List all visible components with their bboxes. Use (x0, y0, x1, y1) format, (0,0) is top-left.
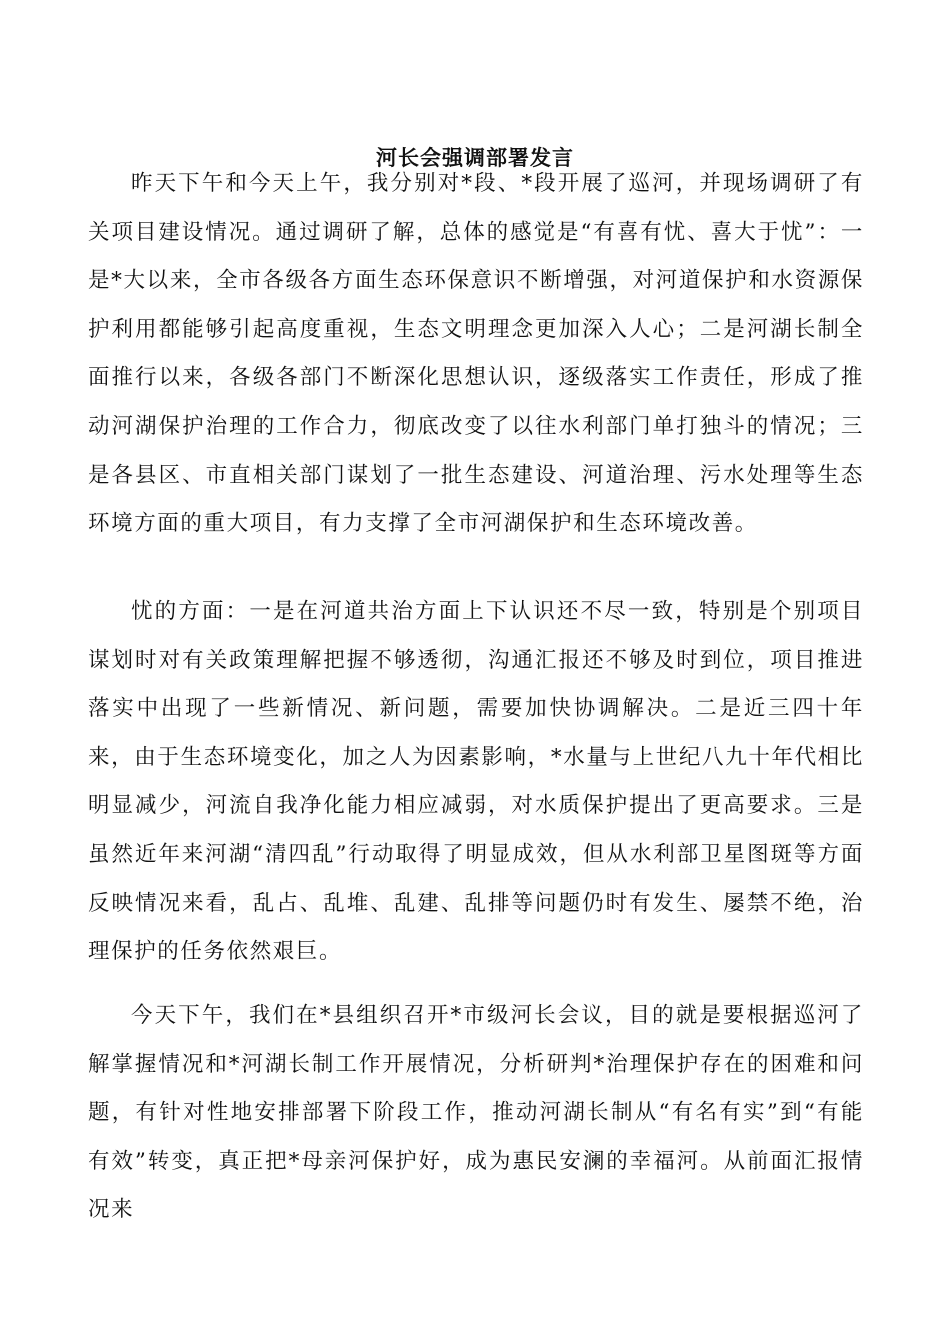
paragraph-3: 今天下午，我们在*县组织召开*市级河长会议，目的就是要根据巡河了解掌握情况和*河湖长制工作开展情况，分析研判*治理保护存在的困难和问题，有针对性地安排部署下阶段工作，推动河湖长制从“有名有实”到“有能有效”转变，真正把*母亲河保护好，成为惠民安澜的幸福河。从前面汇报情况来 (88, 1003, 864, 1223)
paragraph-2: 忧的方面：一是在河道共治方面上下认识还不尽一致，特别是个别项目谋划时对有关政策理解把握不够透彻，沟通汇报还不够及时到位，项目推进落实中出现了一些新情况、新问题，需要加快协调解决。二是近三四十年来，由于生态环境变化，加之人为因素影响，*水量与上世纪八九十年代相比明显减少，河流自我净化能力相应减弱，对水质保护提出了更高要求。三是虽然近年来河湖“清四乱”行动取得了明显成效，但从水利部卫星图斑等方面反映情况来看，乱占、乱堆、乱建、乱排等问题仍时有发生、屡禁不绝，治理保护的任务依然艰巨。 (88, 599, 864, 965)
paragraph-1-block (88, 160, 864, 549)
paragraph-2-block (88, 588, 864, 977)
paragraph-3-block (88, 992, 864, 1235)
document-title: 河长会强调部署发言 (376, 145, 574, 170)
paragraph-1: 昨天下午和今天上午，我分别对*段、*段开展了巡河，并现场调研了有关项目建设情况。通过调研了解，总体的感觉是“有喜有忧、喜大于忧”：一是*大以来，全市各级各方面生态环保意识不断增强，对河道保护和水资源保护利用都能够引起高度重视，生态文明理念更加深入人心；二是河湖长制全面推行以来，各级各部门不断深化思想认识，逐级落实工作责任，形成了推动河湖保护治理的工作合力，彻底改变了以往水利部门单打独斗的情况；三是各县区、市直相关部门谋划了一批生态建设、河道治理、污水处理等生态环境方面的重大项目，有力支撑了全市河湖保护和生态环境改善。 (88, 171, 864, 537)
